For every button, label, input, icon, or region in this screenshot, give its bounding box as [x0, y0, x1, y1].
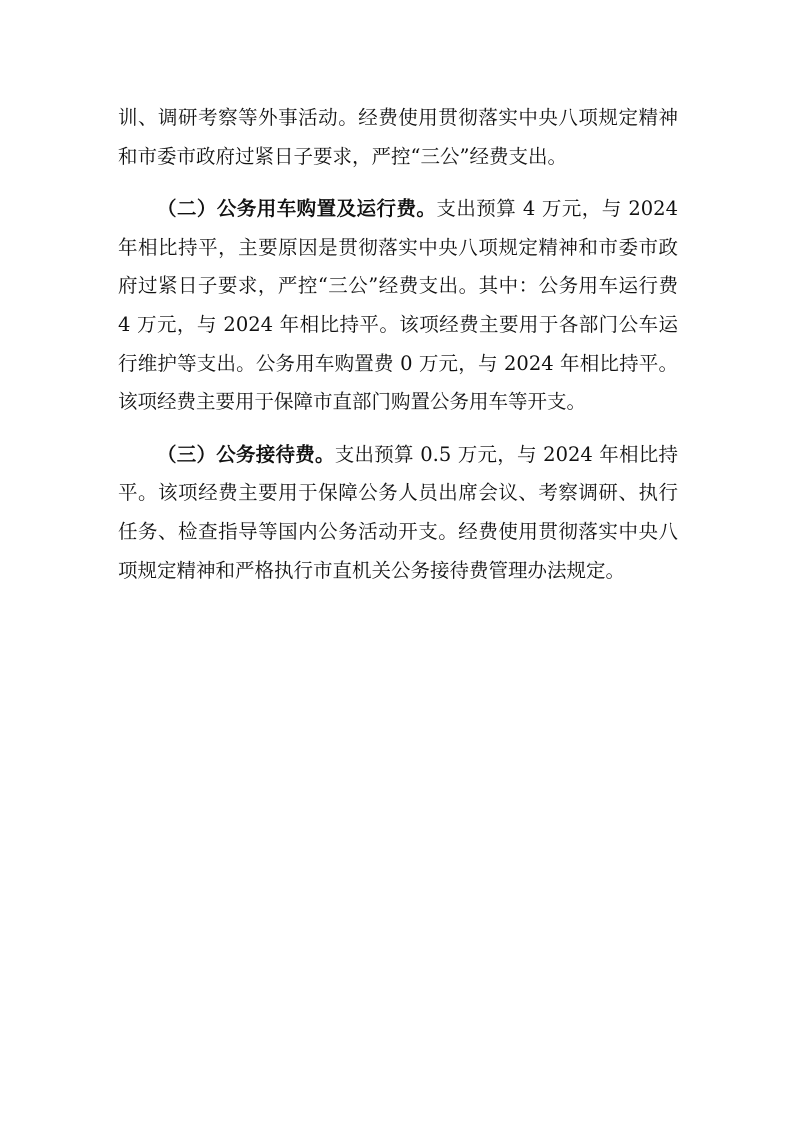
document-body: [118, 99, 678, 604]
paragraph-text: 支出预算 0.5 万元，与 2024 年相比持平。该项经费主要用于保障公务人员出席会议、考察调研、执行任务、检查指导等国内公务活动开支。经费使用贯彻落实中央八项规定精神和严格执行市直机关公务接待费管理办法规定。: [118, 442, 678, 582]
paragraph-vehicle-costs: [118, 190, 678, 422]
section-heading-vehicle-costs: （二）公务用车购置及运行费。: [157, 197, 437, 221]
paragraph-reception-costs: [118, 436, 678, 590]
paragraph-continuation: [118, 99, 678, 176]
paragraph-text: 支出预算 4 万元，与 2024 年相比持平，主要原因是贯彻落实中央八项规定精神和市委市政府过紧日子要求，严控“三公”经费支出。其中：公务用车运行费 4 万元，与 2024 年相比持平。该项经费主要用于各部门公车运行维护等支出。公务用车购置费 0 万元，与 2024 年相比持平。该项经费主要用于保障市直部门购置公务用车等开支。: [118, 197, 678, 414]
paragraph-text: 训、调研考察等外事活动。经费使用贯彻落实中央八项规定精神和市委市政府过紧日子要求，严控“三公”经费支出。: [118, 106, 678, 168]
section-heading-reception-costs: （三）公务接待费。: [157, 442, 335, 466]
